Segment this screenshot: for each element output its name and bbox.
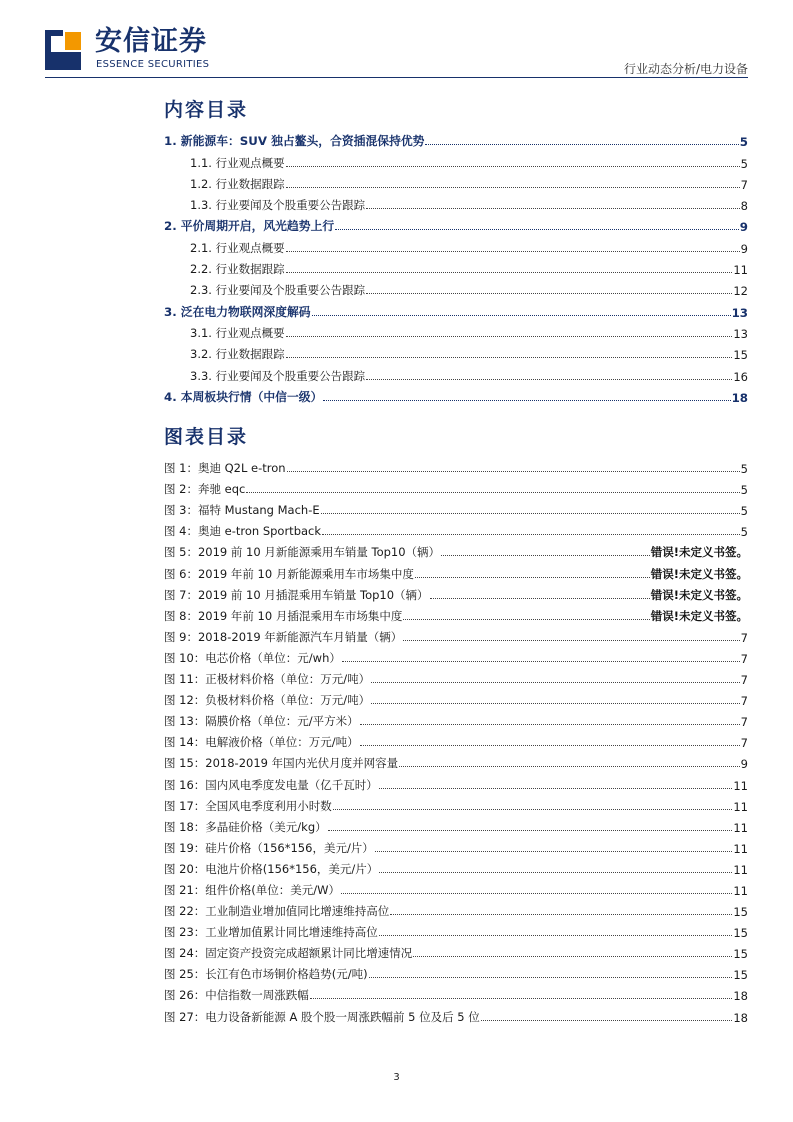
- dot-leader: [366, 379, 732, 380]
- toc-entry-label: 3.1. 行业观点概要: [190, 325, 285, 340]
- figure-entry-page: 7: [740, 673, 748, 688]
- toc-entry[interactable]: [164, 149, 748, 170]
- dot-leader: [379, 935, 733, 936]
- dot-leader: [425, 144, 738, 145]
- figure-entry-page: 15: [733, 947, 748, 962]
- figure-entry-label: 图 22：工业制造业增加值同比增速维持高位: [164, 904, 390, 919]
- toc-entry-page: 5: [739, 135, 748, 150]
- toc-title: 内容目录: [164, 99, 249, 121]
- dot-leader: [328, 830, 733, 831]
- dot-leader: [390, 914, 732, 915]
- toc-entry[interactable]: [164, 277, 748, 298]
- dot-leader: [371, 682, 740, 683]
- figure-list: [164, 455, 748, 1025]
- figure-entry[interactable]: [164, 455, 748, 476]
- dot-leader: [286, 251, 740, 252]
- figure-entry-page: 11: [733, 883, 748, 898]
- figure-entry[interactable]: [164, 750, 748, 771]
- figure-entry-label: 图 13：隔膜价格（单位：元/平方米）: [164, 714, 359, 729]
- figure-entry-page: 11: [733, 778, 748, 793]
- figure-entry-page: 11: [733, 820, 748, 835]
- toc-entry[interactable]: [164, 192, 748, 213]
- figure-entry[interactable]: [164, 645, 748, 666]
- figure-entry-label: 图 20：电池片价格(156*156，美元/片）: [164, 861, 379, 876]
- figure-entry[interactable]: [164, 1003, 748, 1024]
- figure-entry-label: 图 27：电力设备新能源 A 股个股一周涨跌幅前 5 位及后 5 位: [164, 1009, 480, 1024]
- figure-entry-label: 图 7：2019 前 10 月插混乘用车销量 Top10（辆）: [164, 587, 429, 602]
- figure-entry-page: 7: [740, 736, 748, 751]
- dot-leader: [379, 788, 733, 789]
- toc-entry-page: 9: [740, 241, 748, 256]
- figure-entry-page: 错误!未定义书签。: [650, 566, 748, 581]
- toc-entry-page: 16: [733, 369, 748, 384]
- toc-entry-page: 13: [733, 326, 748, 341]
- toc-entry[interactable]: [164, 171, 748, 192]
- dot-leader: [286, 336, 733, 337]
- figure-entry[interactable]: [164, 539, 748, 560]
- toc-entry[interactable]: [164, 384, 748, 405]
- figure-entry[interactable]: [164, 582, 748, 603]
- figure-entry-label: 图 10：电芯价格（单位：元/wh）: [164, 650, 341, 665]
- toc-entry-page: 7: [740, 177, 748, 192]
- figure-entry[interactable]: [164, 708, 748, 729]
- dot-leader: [286, 187, 740, 188]
- figure-entry-page: 15: [733, 905, 748, 920]
- toc-entry-label: 1.1. 行业观点概要: [190, 155, 285, 170]
- figure-entry-label: 图 16：国内风电季度发电量（亿千瓦时）: [164, 777, 378, 792]
- toc-entry-label: 2.1. 行业观点概要: [190, 240, 285, 255]
- dot-leader: [360, 724, 740, 725]
- toc-entry-page: 18: [731, 390, 748, 405]
- brand-name-cn: 安信证券: [95, 26, 207, 57]
- figure-entry[interactable]: [164, 729, 748, 750]
- toc-entry-page: 8: [740, 199, 748, 214]
- dot-leader: [375, 851, 733, 852]
- toc-entry-page: 9: [739, 220, 748, 235]
- header-divider: [45, 77, 748, 78]
- toc-entry-label: 1. 新能源车：SUV 独占鳌头，合资插混保持优势: [164, 134, 425, 149]
- dot-leader: [287, 471, 740, 472]
- dot-leader: [413, 956, 732, 957]
- figure-entry-page: 15: [733, 968, 748, 983]
- figure-entry-label: 图 2：奔驰 eqc: [164, 482, 246, 497]
- toc-entry[interactable]: [164, 362, 748, 383]
- dot-leader: [369, 977, 733, 978]
- figure-entry-page: 18: [733, 989, 748, 1004]
- toc-list: [164, 128, 748, 405]
- figure-entry[interactable]: [164, 793, 748, 814]
- figure-entry-label: 图 14：电解液价格（单位：万元/吨）: [164, 735, 359, 750]
- dot-leader: [430, 598, 650, 599]
- dot-leader: [322, 534, 740, 535]
- figure-entry-page: 错误!未定义书签。: [650, 608, 748, 623]
- toc-entry-label: 3.3. 行业要闻及个股重要公告跟踪: [190, 368, 366, 383]
- dot-leader: [321, 513, 740, 514]
- toc-entry-label: 2.3. 行业要闻及个股重要公告跟踪: [190, 283, 366, 298]
- figure-entry-page: 11: [733, 799, 748, 814]
- figure-entry-page: 7: [740, 630, 748, 645]
- toc-entry[interactable]: [164, 213, 748, 234]
- dot-leader: [415, 577, 650, 578]
- logo-mark-icon: [45, 30, 81, 70]
- figure-entry-page: 7: [740, 651, 748, 666]
- figure-entry-label: 图 18：多晶硅价格（美元/kg）: [164, 819, 327, 834]
- dot-leader: [342, 661, 740, 662]
- figure-entry[interactable]: [164, 898, 748, 919]
- dot-leader: [310, 998, 733, 999]
- figure-entry[interactable]: [164, 624, 748, 645]
- toc-entry-page: 5: [740, 156, 748, 171]
- figure-entry[interactable]: [164, 687, 748, 708]
- dot-leader: [379, 872, 732, 873]
- figure-entry[interactable]: [164, 982, 748, 1003]
- dot-leader: [371, 703, 740, 704]
- toc-entry-label: 4. 本周板块行情（中信一级）: [164, 389, 323, 404]
- toc-entry-page: 15: [733, 348, 748, 363]
- figure-entry-label: 图 6：2019 年前 10 月新能源乘用车市场集中度: [164, 566, 414, 581]
- brand-name-en: ESSENCE SECURITIES: [96, 59, 210, 70]
- figure-entry-page: 5: [740, 462, 748, 477]
- figure-entry[interactable]: [164, 497, 748, 518]
- figure-entry[interactable]: [164, 856, 748, 877]
- figure-entry-page: 错误!未定义书签。: [650, 587, 748, 602]
- figure-entry-label: 图 25：长江有色市场铜价格趋势(元/吨): [164, 967, 368, 982]
- dot-leader: [312, 315, 731, 316]
- dot-leader: [366, 208, 740, 209]
- figure-entry[interactable]: [164, 771, 748, 792]
- figure-entry-page: 7: [740, 715, 748, 730]
- figure-entry-page: 错误!未定义书签。: [650, 545, 748, 560]
- figure-entry[interactable]: [164, 814, 748, 835]
- figure-entry-label: 图 24：固定资产投资完成超额累计同比增速情况: [164, 946, 413, 961]
- figure-entry-label: 图 9：2018-2019 年新能源汽车月销量（辆）: [164, 629, 403, 644]
- figure-entry-page: 5: [740, 525, 748, 540]
- figure-entry-page: 11: [733, 862, 748, 877]
- toc-entry-page: 11: [733, 263, 748, 278]
- figure-entry-page: 7: [740, 694, 748, 709]
- toc-entry[interactable]: [164, 256, 748, 277]
- company-logo: [45, 30, 81, 70]
- figure-entry-label: 图 12：负极材料价格（单位：万元/吨）: [164, 693, 371, 708]
- dot-leader: [335, 229, 739, 230]
- toc-entry[interactable]: [164, 298, 748, 319]
- figure-entry-page: 9: [740, 757, 748, 772]
- toc-entry-label: 3.2. 行业数据跟踪: [190, 347, 285, 362]
- dot-leader: [403, 640, 739, 641]
- toc-entry-label: 3. 泛在电力物联网深度解码: [164, 304, 311, 319]
- figure-entry-label: 图 4：奥迪 e-tron Sportback: [164, 524, 322, 539]
- toc-entry-page: 12: [733, 284, 748, 299]
- figure-entry-label: 图 23：工业增加值累计同比增速维持高位: [164, 925, 378, 940]
- page-number: 3: [393, 1072, 400, 1083]
- figure-entry-page: 18: [733, 1010, 748, 1025]
- dot-leader: [286, 166, 740, 167]
- figure-entry-label: 图 1：奥迪 Q2L e-tron: [164, 461, 286, 476]
- figure-entry-label: 图 17：全国风电季度利用小时数: [164, 798, 332, 813]
- figure-entry-page: 15: [733, 926, 748, 941]
- figure-entry-label: 图 3：福特 Mustang Mach-E: [164, 503, 320, 518]
- dot-leader: [286, 272, 733, 273]
- figure-entry[interactable]: [164, 961, 748, 982]
- dot-leader: [323, 400, 730, 401]
- figure-entry-page: 11: [733, 841, 748, 856]
- dot-leader: [286, 357, 733, 358]
- toc-entry-label: 2. 平价周期开启，风光趋势上行: [164, 219, 335, 234]
- figure-entry[interactable]: [164, 940, 748, 961]
- figure-entry[interactable]: [164, 560, 748, 581]
- document-category: 行业动态分析/电力设备: [623, 62, 748, 76]
- toc-entry-label: 1.3. 行业要闻及个股重要公告跟踪: [190, 198, 366, 213]
- dot-leader: [333, 809, 733, 810]
- toc-entry[interactable]: [164, 320, 748, 341]
- dot-leader: [246, 492, 739, 493]
- figure-entry[interactable]: [164, 877, 748, 898]
- figure-entry-label: 图 5：2019 前 10 月新能源乘用车销量 Top10（辆）: [164, 545, 441, 560]
- figure-entry-label: 图 26：中信指数一周涨跌幅: [164, 988, 309, 1003]
- toc-entry[interactable]: [164, 234, 748, 255]
- toc-entry[interactable]: [164, 341, 748, 362]
- dot-leader: [399, 766, 740, 767]
- toc-entry-label: 1.2. 行业数据跟踪: [190, 176, 285, 191]
- dot-leader: [360, 745, 740, 746]
- figure-entry[interactable]: [164, 518, 748, 539]
- figure-entry[interactable]: [164, 476, 748, 497]
- dot-leader: [481, 1020, 733, 1021]
- figure-entry[interactable]: [164, 666, 748, 687]
- toc-entry-label: 2.2. 行业数据跟踪: [190, 262, 285, 277]
- figure-entry-page: 5: [740, 483, 748, 498]
- dot-leader: [441, 555, 650, 556]
- toc-entry-page: 13: [731, 305, 748, 320]
- figure-entry-label: 图 11：正极材料价格（单位：万元/吨）: [164, 672, 371, 687]
- figure-entry-page: 5: [740, 504, 748, 519]
- lof-title: 图表目录: [164, 426, 249, 448]
- dot-leader: [341, 893, 732, 894]
- figure-entry-label: 图 21：组件价格(单位：美元/W）: [164, 882, 341, 897]
- dot-leader: [403, 619, 649, 620]
- dot-leader: [366, 293, 732, 294]
- figure-entry-label: 图 15：2018-2019 年国内光伏月度并网容量: [164, 756, 399, 771]
- figure-entry[interactable]: [164, 603, 748, 624]
- figure-entry[interactable]: [164, 835, 748, 856]
- figure-entry-label: 图 19：硅片价格（156*156，美元/片）: [164, 840, 374, 855]
- figure-entry-label: 图 8：2019 年前 10 月插混乘用车市场集中度: [164, 608, 403, 623]
- toc-entry[interactable]: [164, 128, 748, 149]
- figure-entry[interactable]: [164, 919, 748, 940]
